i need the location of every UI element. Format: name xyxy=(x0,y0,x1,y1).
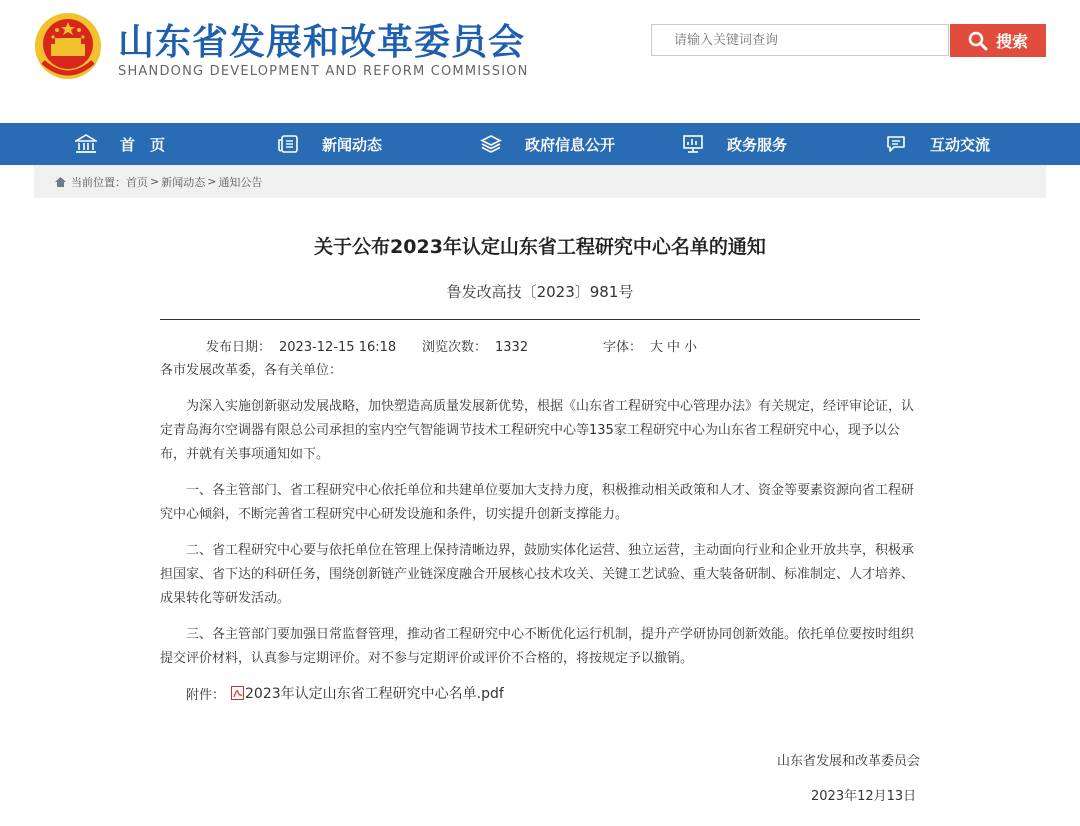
nav-label: 政务服务 xyxy=(727,135,788,154)
attachment xyxy=(186,683,504,703)
article-title: 关于公布2023年认定山东省工程研究中心名单的通知 xyxy=(314,236,766,258)
nav-label: 政府信息公开 xyxy=(525,135,616,154)
paragraph xyxy=(160,623,920,671)
layers-icon xyxy=(479,132,503,156)
breadcrumb-separator: > xyxy=(207,175,217,188)
nav-item-services[interactable] xyxy=(681,123,787,165)
home-icon xyxy=(74,132,98,156)
breadcrumb-label: 当前位置： xyxy=(71,175,126,189)
home-icon xyxy=(54,176,67,188)
font-size-small[interactable]: 小 xyxy=(684,340,698,355)
breadcrumb-bar xyxy=(34,165,1046,198)
national-emblem-icon xyxy=(33,10,103,82)
paragraph-text: 一、各主管部门、省工程研究中心依托单位和共建单位要加大支持力度，积极推动相关政策和人才、资金等要素资源向省工程研究中心倾斜，不断完善省工程研究中心研发设施和条件，切实提升创新支撑能力。 xyxy=(160,483,915,522)
nav-item-news[interactable] xyxy=(276,123,382,165)
document-number: 鲁发改高技〔2023〕981号 xyxy=(446,283,634,301)
title-divider xyxy=(160,319,920,320)
breadcrumb-link-notices[interactable]: 通知公告 xyxy=(218,175,263,189)
nav-item-gov-info[interactable] xyxy=(479,123,615,165)
paragraph xyxy=(160,479,920,527)
nav-label: 首 页 xyxy=(120,135,166,154)
monitor-icon xyxy=(681,132,705,156)
greeting: 各市发展改革委，各有关单位： xyxy=(160,363,343,378)
nav-item-home[interactable] xyxy=(74,123,165,165)
signature: 山东省发展和改革委员会 xyxy=(776,754,920,769)
view-count xyxy=(422,336,528,355)
breadcrumb-link-news[interactable]: 新闻动态 xyxy=(161,175,206,189)
news-icon xyxy=(276,132,300,156)
publish-date-value: 2023-12-15 16:18 xyxy=(279,340,397,355)
paragraph-text: 二、省工程研究中心要与依托单位在管理上保持清晰边界，鼓励实体化运营、独立运营，主动面向行业和企业开放共享，积极承担国家、省下达的科研任务，围绕创新链产业链深度融合开展核心技术攻关、关键工艺试验、重大装备研制、标准制定、人才培养、成果转化等研发活动。 xyxy=(160,543,915,606)
paragraph-text: 三、各主管部门要加强日常监督管理，推动省工程研究中心不断优化运行机制，提升产学研协同创新效能。依托单位要按时组织提交评价材料，认真参与定期评价。对不参与定期评价或评价不合格的，将按规定予以撤销。 xyxy=(160,627,915,666)
attachment-link[interactable]: 2023年认定山东省工程研究中心名单.pdf xyxy=(245,686,504,702)
font-size-selector xyxy=(603,336,701,355)
paragraph-text: 为深入实施创新驱动发展战略，加快塑造高质量发展新优势，根据《山东省工程研究中心管理办法》有关规定，经评审论证，认定青岛海尔空调器有限总公司承担的室内空气智能调节技术工程研究中心等135家工程研究中心为山东省工程研究中心，现予以公布，并就有关事项通知如下。 xyxy=(160,399,915,462)
search-button-label: 搜索 xyxy=(995,32,1028,51)
font-size-large[interactable]: 大 xyxy=(650,340,664,355)
view-count-label: 浏览次数： xyxy=(422,340,488,355)
font-size-medium[interactable]: 中 xyxy=(667,340,681,355)
nav-label: 互动交流 xyxy=(930,135,991,154)
search-icon xyxy=(968,31,988,51)
font-size-label: 字体： xyxy=(603,340,643,355)
main-nav xyxy=(0,123,1080,165)
publish-date xyxy=(206,336,396,355)
pdf-icon xyxy=(231,686,244,700)
signature-date: 2023年12月13日 xyxy=(811,789,917,804)
chat-icon xyxy=(884,132,908,156)
paragraph xyxy=(160,539,920,611)
breadcrumb-separator: > xyxy=(150,175,160,188)
site-header xyxy=(0,0,1080,123)
nav-label: 新闻动态 xyxy=(322,135,383,154)
attachment-label: 附件： xyxy=(186,687,226,703)
breadcrumb-link-home[interactable]: 首页 xyxy=(126,175,148,189)
site-title: 山东省发展和改革委员会 xyxy=(118,22,526,63)
nav-item-interaction[interactable] xyxy=(884,123,990,165)
site-subtitle: SHANDONG DEVELOPMENT AND REFORM COMMISSION xyxy=(118,64,529,79)
paragraph xyxy=(160,395,920,467)
search-button[interactable] xyxy=(950,24,1046,57)
publish-date-label: 发布日期： xyxy=(206,340,272,355)
view-count-value: 1332 xyxy=(495,340,529,355)
breadcrumb xyxy=(54,165,262,198)
search-input[interactable] xyxy=(651,24,949,56)
